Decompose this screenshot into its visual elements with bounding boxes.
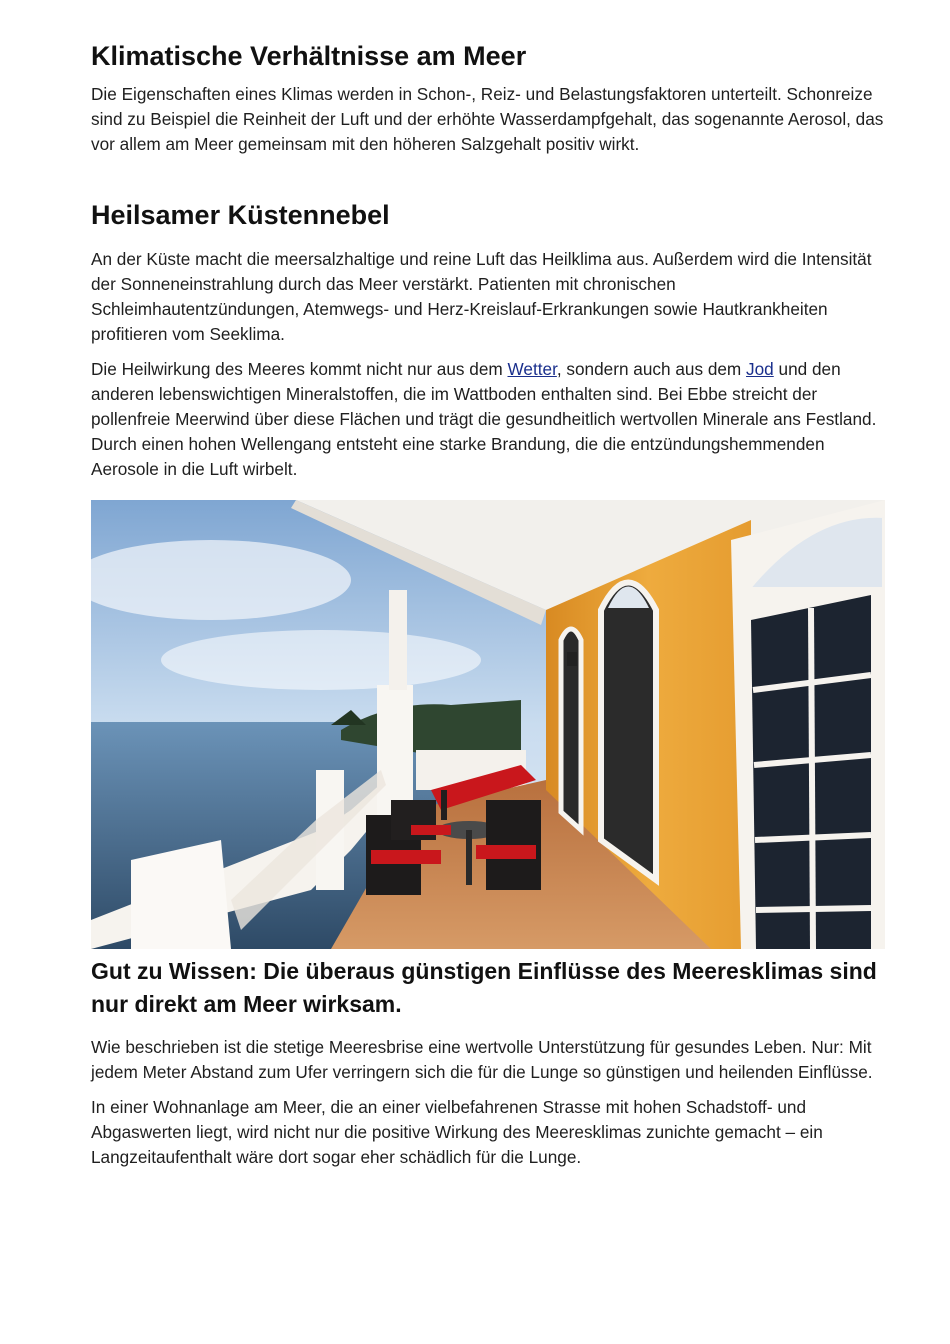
coastal-text-3: und den anderen lebenswichtigen Mineralstoffen, die im Wattboden enthalten sind. Bei Ebbe streicht der pollenfreie Meerwind über diese Flächen und trägt die gesundheitlich wertvollen Minerale ans Festland. Durch einen hohen Wellengang entsteht eine starke Brandung, die die entzündungshemmenden Aerosole in die Luft wirbelt. [91, 358, 877, 479]
coastal-paragraph-2 [91, 357, 885, 482]
section-title-coastal-fog: Heilsamer Küstennebel [91, 199, 390, 230]
coastal-text-1: Die Heilwirkung des Meeres kommt nicht nur aus dem [91, 358, 508, 379]
section-title-good-to-know: Gut zu Wissen: Die überaus günstigen Einflüsse des Meeresklimas sind nur direkt am Meer wirksam. [91, 957, 877, 1017]
jod-link[interactable]: Jod [746, 358, 774, 379]
good-to-know-paragraph-2: In einer Wohnanlage am Meer, die an einer vielbefahrenen Strasse mit hohen Schadstoff- und Abgaswerten liegt, wird nicht nur die positive Wirkung des Meeresklimas zunichte gemacht – ein Langzeitaufenthalt wäre dort sogar eher schädlich für die Lunge. [91, 1097, 823, 1168]
section-coastal-fog [91, 199, 885, 482]
section-climate [91, 40, 885, 157]
coastal-text-2: , sondern auch aus dem [556, 358, 747, 379]
section-good-to-know [91, 955, 885, 1171]
wetter-link[interactable]: Wetter [507, 358, 557, 379]
balcony-sea-photo [91, 500, 885, 949]
climate-paragraph: Die Eigenschaften eines Klimas werden in Schon-, Reiz- und Belastungsfaktoren unterteilt. Schonreize sind zu Beispiel die Reinheit der Luft und der erhöhte Wasserdampfgehalt, das sogenannte Aerosol, das vor allem am Meer gemeinsam mit den höheren Salzgehalt positiv wirkt. [91, 83, 884, 154]
article [91, 40, 885, 1180]
section-title-climate: Klimatische Verhältnisse am Meer [91, 41, 527, 71]
coastal-paragraph-1: An der Küste macht die meersalzhaltige und reine Luft das Heilklima aus. Außerdem wird die Intensität der Sonneneinstrahlung durch das Meer verstärkt. Patienten mit chronischen Schleimhautentzündungen, Atemwegs- und Herz-Kreislauf-Erkrankungen sowie Hautkrankheiten profitieren vom Seeklima. [91, 248, 872, 344]
good-to-know-paragraph-1: Wie beschrieben ist die stetige Meeresbrise eine wertvolle Unterstützung für gesundes Leben. Nur: Mit jedem Meter Abstand zum Ufer verringern sich die für die Lunge so günstigen und heilenden Einflüsse. [91, 1037, 873, 1083]
